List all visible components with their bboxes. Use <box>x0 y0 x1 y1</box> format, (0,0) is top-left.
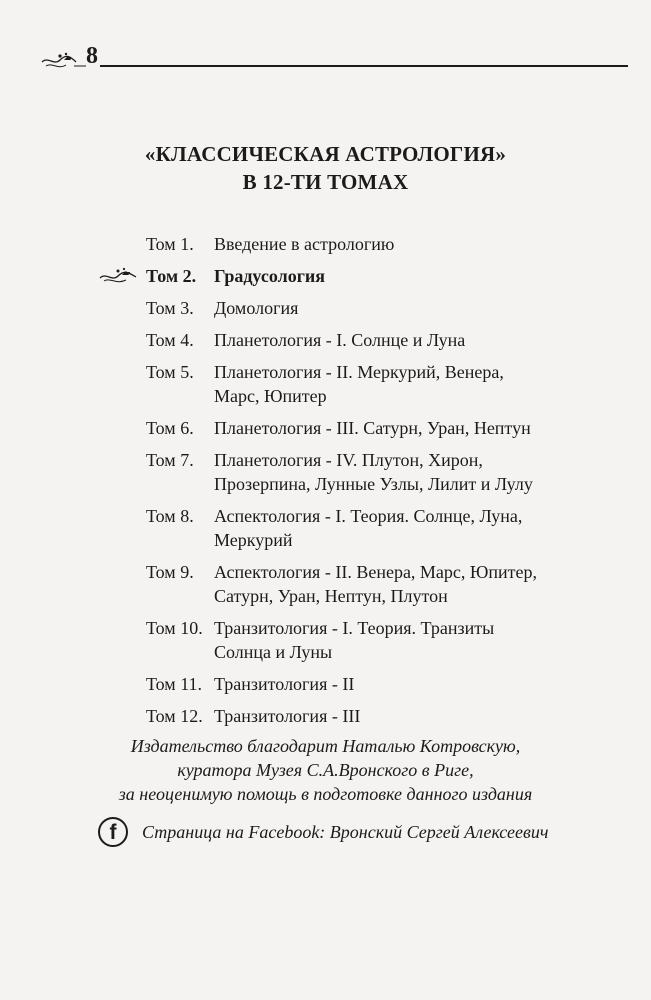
volume-title: Транзитология - I. Теория. Транзиты Солнца и Луны <box>214 618 495 662</box>
acknowledgement-line: куратора Музея С.А.Вронского в Риге, <box>177 760 474 780</box>
volume-item <box>146 232 586 256</box>
volume-title: Планетология - II. Меркурий, Венера, Марс, Юпитер <box>214 362 504 406</box>
volume-number: Том 6. <box>146 418 194 438</box>
volume-title: Планетология - III. Сатурн, Уран, Нептун <box>214 418 531 438</box>
header-rule <box>100 65 628 67</box>
volume-number: Том 4. <box>146 330 194 350</box>
ornament-icon <box>40 50 86 72</box>
series-title-line: «КЛАССИЧЕСКАЯ АСТРОЛОГИЯ» <box>144 142 507 166</box>
page-header <box>40 40 628 76</box>
volume-title: Транзитология - III <box>214 706 361 726</box>
page-number: 8 <box>86 43 98 69</box>
volume-number: Том 7. <box>146 450 194 470</box>
volume-number: Том 8. <box>146 506 194 526</box>
facebook-link <box>98 814 548 850</box>
series-subtitle-line: В 12-ТИ ТОМАХ <box>242 170 409 194</box>
series-title <box>0 140 651 196</box>
volume-item <box>146 560 586 608</box>
volume-title: Планетология - I. Солнце и Луна <box>214 330 466 350</box>
volume-number: Том 10. <box>146 618 203 638</box>
volume-number: Том 3. <box>146 298 194 318</box>
acknowledgement <box>0 734 651 806</box>
volume-title: Планетология - IV. Плутон, Хирон, Прозерпина, Лунные Узлы, Лилит и Лулу <box>214 450 533 494</box>
volume-list <box>146 232 586 736</box>
volume-number: Том 5. <box>146 362 194 382</box>
volume-item <box>146 360 586 408</box>
volume-title: Транзитология - II <box>214 674 355 694</box>
volume-item <box>146 504 586 552</box>
volume-number: Том 12. <box>146 706 203 726</box>
volume-number: Том 2. <box>146 266 197 286</box>
volume-number: Том 1. <box>146 234 194 254</box>
volume-item <box>146 416 586 440</box>
volume-item-current <box>146 264 586 288</box>
volume-item <box>146 704 586 728</box>
volume-number: Том 11. <box>146 674 203 694</box>
volume-item <box>146 616 586 664</box>
volume-title: Домология <box>214 298 299 318</box>
acknowledgement-line: Издательство благодарит Наталью Котровскую, <box>130 736 521 756</box>
ornament-icon <box>98 266 144 286</box>
volume-item <box>146 448 586 496</box>
facebook-icon: f <box>98 817 128 847</box>
acknowledgement-line: за неоценимую помощь в подготовке данного издания <box>118 784 533 804</box>
volume-item <box>146 328 586 352</box>
volume-title: Введение в астрологию <box>214 234 395 254</box>
volume-title: Градусология <box>214 266 326 286</box>
volume-item <box>146 672 586 696</box>
facebook-page-text: Страница на Facebook: Вронский Сергей Алексеевич <box>142 821 549 842</box>
volume-title: Аспектология - II. Венера, Марс, Юпитер, Сатурн, Уран, Нептун, Плутон <box>214 562 538 606</box>
volume-number: Том 9. <box>146 562 194 582</box>
volume-item <box>146 296 586 320</box>
volume-title: Аспектология - I. Теория. Солнце, Луна, Меркурий <box>214 506 523 550</box>
